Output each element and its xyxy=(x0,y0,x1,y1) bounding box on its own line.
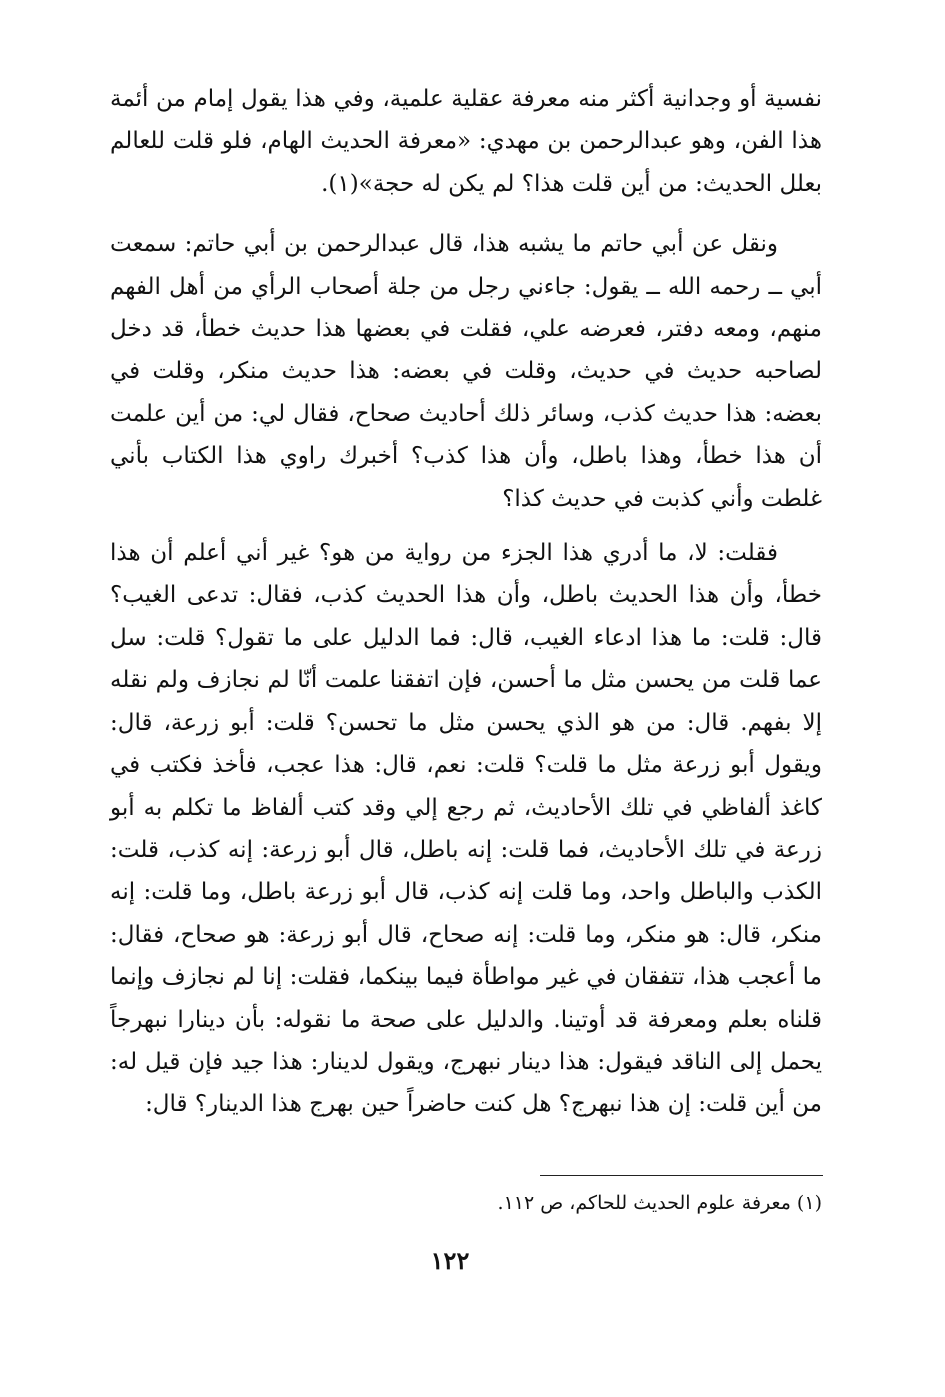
paragraph-2: ونقل عن أبي حاتم ما يشبه هذا، قال عبدالرحمن بن أبي حاتم: سمعت أبي ــ رحمه الله ــ يقول: جاءني رجل من جلة أصحاب الرأي من أهل الفهم منهم، ومعه دفتر، فعرضه علي، فقلت في بعضها هذا حديث خطأ، قد دخل لصاحبه حديث في حديث، وقلت في بعضه: هذا حديث منكر، وقلت في بعضه: هذا حديث كذب، وسائر ذلك أحاديث صحاح، فقال لي: من أين علمت أن هذا خطأ، وهذا باطل، وأن هذا كذب؟ أخبرك راوي هذا الكتاب بأني غلطت وأني كذبت في حديث كذا؟ xyxy=(110,231,822,512)
footnote: (١) معرفة علوم الحديث للحاكم، ص ١١٢. xyxy=(497,1192,822,1214)
paragraph-3: فقلت: لا، ما أدري هذا الجزء من رواية من هو؟ غير أني أعلم أن هذا خطأ، وأن هذا الحديث باطل، وأن هذا الحديث كذب، فقال: تدعى الغيب؟ قال: قلت: ما هذا ادعاء الغيب، قال: فما الدليل على ما تقول؟ قلت: سل عما قلت من يحسن مثل ما أحسن، فإن اتفقنا علمت أنّا لم نجازف ولم نقله إلا بفهم. قال: من هو الذي يحسن مثل ما تحسن؟ قلت: أبو زرعة، قال: ويقول أبو زرعة مثل ما قلت؟ قلت: نعم، قال: هذا عجب، فأخذ فكتب في كاغذ ألفاظي في تلك الأحاديث، ثم رجع إلي وقد كتب ألفاظ ما تكلم به أبو زرعة في تلك الأحاديث، فما قلت: إنه باطل، قال أبو زرعة: إنه كذب، قلت: الكذب والباطل واحد، وما قلت إنه كذب، قال أبو زرعة باطل، وما قلت: إنه منكر، قال: هو منكر، وما قلت: إنه صحاح، قال أبو زرعة: هو صحاح، فقال: ما أعجب هذا، تتفقان في غير مواطأة فيما بينكما، فقلت: إنا لم نجازف وإنما قلناه بعلم ومعرفة قد أوتينا. والدليل على صحة ما نقوله: بأن دينارا نبهرجاً يحمل إلى الناقد فيقول: هذا دينار نبهرج، ويقول لدينار: هذا جيد فإن قيل له: من أين قلت: إن هذا نبهرج؟ هل كنت حاضراً حين بهرج هذا الدينار؟ قال: xyxy=(110,540,822,1118)
page-body xyxy=(110,78,822,1126)
footnote-divider xyxy=(540,1175,823,1176)
paragraph-1: نفسية أو وجدانية أكثر منه معرفة عقلية علمية، وفي هذا يقول إمام من أئمة هذا الفن، وهو عبدالرحمن بن مهدي: «معرفة الحديث الهام، فلو قلت للعالم بعلل الحديث: من أين قلت هذا؟ لم يكن له حجة»(١). xyxy=(110,86,822,197)
page-number: ١٢٢ xyxy=(430,1246,470,1275)
